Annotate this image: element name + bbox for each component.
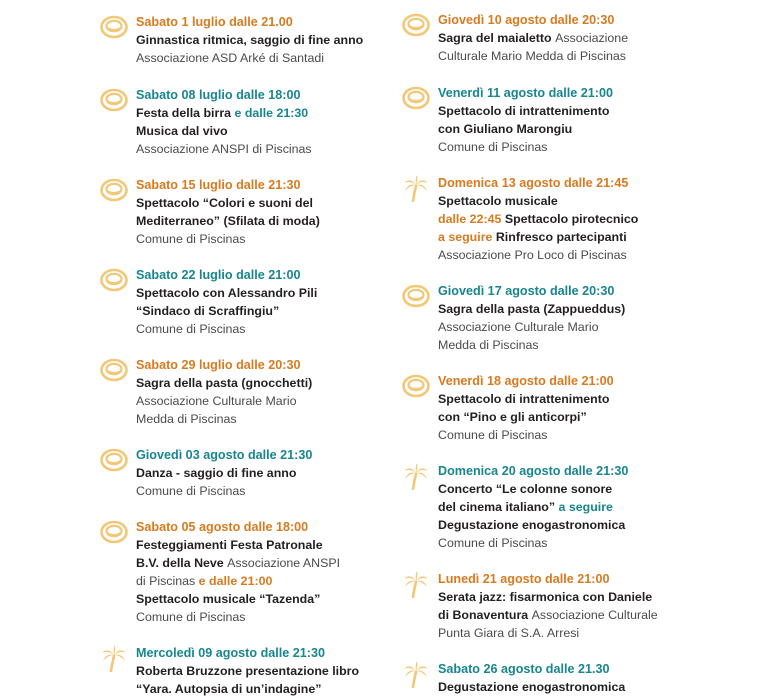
event-extra-time: e dalle 21:00 xyxy=(198,574,273,588)
event-title: Concerto “Le colonne sonore xyxy=(438,482,613,496)
event-title: Danza - saggio di fine anno xyxy=(136,466,297,480)
event-organizer: Comune di Piscinas xyxy=(438,140,548,154)
plate-icon xyxy=(100,266,128,294)
plate-icon xyxy=(100,176,128,204)
plate-icon xyxy=(100,13,128,41)
event-date: Sabato 26 agosto dalle 21.30 xyxy=(438,662,610,676)
event-organizer: di Piscinas xyxy=(136,574,199,588)
plate-icon xyxy=(100,446,128,474)
event-title: Spettacolo di intrattenimento xyxy=(438,392,610,406)
event-date: Lunedì 21 agosto dalle 21:00 xyxy=(438,572,610,586)
event-title: Sagra della pasta (Zappueddus) xyxy=(438,302,626,316)
event-organizer: Associazione Pro Loco di Piscinas xyxy=(438,248,627,262)
event-organizer: Comune di Piscinas xyxy=(136,610,246,624)
event-organizer: Comune di Piscinas xyxy=(136,232,246,246)
palm-icon xyxy=(402,570,430,598)
event-date: Sabato 1 luglio dalle 21.00 xyxy=(136,15,293,29)
event-date: Sabato 15 luglio dalle 21:30 xyxy=(136,178,301,192)
event-date: Sabato 22 luglio dalle 21:00 xyxy=(136,268,301,282)
event-date: Giovedì 17 agosto dalle 20:30 xyxy=(438,284,615,298)
event-title: “Sindaco di Scraffingiu” xyxy=(136,304,280,318)
event-date: Sabato 08 luglio dalle 18:00 xyxy=(136,88,301,102)
palm-icon xyxy=(402,174,430,202)
event-date: Sabato 05 agosto dalle 18:00 xyxy=(136,520,309,534)
event-title: Spettacolo musicale xyxy=(438,194,558,208)
event-title: Spettacolo con Alessandro Pili xyxy=(136,286,318,300)
event-detail: Musica dal vivo xyxy=(136,124,228,138)
event-detail: Spettacolo pirotecnico xyxy=(504,212,639,226)
event-organizer: Associazione xyxy=(555,31,629,45)
event-date: Giovedì 03 agosto dalle 21:30 xyxy=(136,448,313,462)
event-extra-time: e dalle 21:30 xyxy=(234,106,309,120)
plate-icon xyxy=(402,372,430,400)
plate-icon xyxy=(402,11,430,39)
event-title: di Bonaventura xyxy=(438,608,532,622)
event-title: con Giuliano Marongiu xyxy=(438,122,573,136)
event-title: con “Pino e gli anticorpi” xyxy=(438,410,587,424)
event-organizer: Comune di Piscinas xyxy=(438,428,548,442)
event-organizer: Punta Giara di S.A. Arresi xyxy=(438,626,580,640)
event-date: Venerdì 18 agosto dalle 21:00 xyxy=(438,374,614,388)
event-organizer: Associazione Culturale Mario xyxy=(136,394,297,408)
event-title: Spettacolo di intrattenimento xyxy=(438,104,610,118)
event-detail: Rinfresco partecipanti xyxy=(495,230,627,244)
event-date: Domenica 20 agosto dalle 21:30 xyxy=(438,464,629,478)
plate-icon xyxy=(402,282,430,310)
plate-icon xyxy=(100,356,128,384)
plate-icon xyxy=(100,86,128,114)
event-title: Sagra della pasta (gnocchetti) xyxy=(136,376,313,390)
event-organizer: Associazione ANSPI xyxy=(227,556,341,570)
event-organizer: Associazione ASD Arké di Santadi xyxy=(136,51,325,65)
event-title: Spettacolo “Colori e suoni del xyxy=(136,196,313,210)
event-extra-time: a seguire xyxy=(558,500,613,514)
event-date: Domenica 13 agosto dalle 21:45 xyxy=(438,176,629,190)
event-date: Mercoledì 09 agosto dalle 21:30 xyxy=(136,646,325,660)
event-date: Venerdì 11 agosto dalle 21:00 xyxy=(438,86,613,100)
event-extra-time: dalle 22:45 xyxy=(438,212,505,226)
event-organizer: Associazione Culturale Mario xyxy=(438,320,599,334)
event-title: Sagra del maialetto xyxy=(438,31,556,45)
palm-icon xyxy=(100,644,128,672)
event-date: Giovedì 10 agosto dalle 20:30 xyxy=(438,13,615,27)
palm-icon xyxy=(402,462,430,490)
event-organizer: Associazione ANSPI di Piscinas xyxy=(136,142,312,156)
event-extra-time: a seguire xyxy=(438,230,496,244)
event-organizer: Comune di Piscinas xyxy=(136,322,246,336)
event-organizer: Associazione Culturale xyxy=(531,608,658,622)
event-title: Festa della birra xyxy=(136,106,235,120)
event-title: Mediterraneo” (Sfilata di moda) xyxy=(136,214,320,228)
event-organizer: Medda di Piscinas xyxy=(438,338,539,352)
event-organizer: Medda di Piscinas xyxy=(136,412,237,426)
event-title: Festeggiamenti Festa Patronale xyxy=(136,538,323,552)
event-organizer: Culturale Mario Medda di Piscinas xyxy=(438,49,627,63)
event-title: Ginnastica ritmica, saggio di fine anno xyxy=(136,33,364,47)
event-date: Sabato 29 luglio dalle 20:30 xyxy=(136,358,301,372)
event-detail: Degustazione enogastronomica xyxy=(438,518,626,532)
event-title: B.V. della Neve xyxy=(136,556,228,570)
event-title: “Yara. Autopsia di un’indagine” xyxy=(136,682,322,696)
event-title: Serata jazz: fisarmonica con Daniele xyxy=(438,590,653,604)
event-organizer: Comune di Piscinas xyxy=(438,536,548,550)
event-title: Degustazione enogastronomica xyxy=(438,680,626,694)
event-organizer: Comune di Piscinas xyxy=(136,484,246,498)
event-detail: Spettacolo musicale “Tazenda” xyxy=(136,592,321,606)
event-title: del cinema italiano” xyxy=(438,500,559,514)
plate-icon xyxy=(100,518,128,546)
plate-icon xyxy=(402,84,430,112)
event-title: Roberta Bruzzone presentazione libro xyxy=(136,664,360,678)
palm-icon xyxy=(402,660,430,688)
